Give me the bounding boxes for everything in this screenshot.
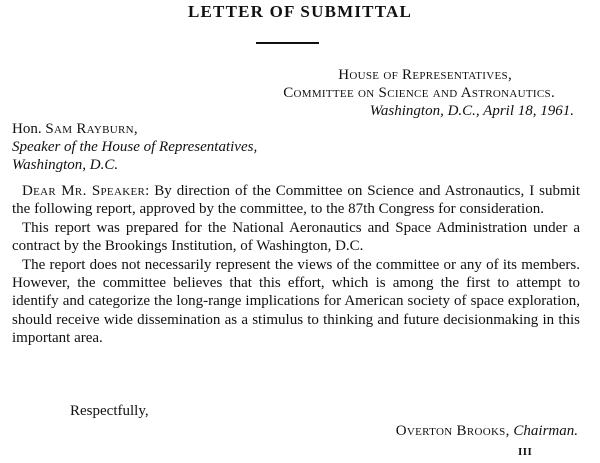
- signature-name: Overton Brooks,: [395, 423, 510, 439]
- sender-line-house: House of Representatives,: [338, 67, 512, 83]
- paragraph-1: [12, 182, 580, 219]
- signature: [396, 423, 578, 440]
- addressee-title: Speaker of the House of Representatives,: [12, 139, 258, 155]
- sender-line-date: Washington, D.C., April 18, 1961.: [369, 103, 574, 119]
- addressee-name: Hon. Sam Rayburn,: [12, 121, 138, 137]
- signature-role: Chairman.: [513, 423, 578, 439]
- paragraph-3: The report does not necessarily represent the views of the committee or any of its members. However, the committee believes that this effort, which is among the first to attempt to identify and categorize the long-range implications for American society of space exploration, should receive wide dissemination as a stimulus to thinking and future decisionmaking in this important area.: [12, 256, 580, 347]
- page-number: III: [518, 446, 533, 458]
- title-divider: [256, 42, 319, 44]
- letter-body: [12, 182, 580, 348]
- addressee-city: Washington, D.C.: [12, 157, 119, 173]
- sender-line-committee: Committee on Science and Astronautics.: [283, 85, 555, 101]
- paragraph-2: This report was prepared for the National Aeronautics and Space Administration under a contract by the Brookings Institution, of Washington, D.C.: [12, 219, 580, 255]
- page-title: LETTER OF SUBMITTAL: [187, 2, 412, 21]
- addressee-name-text: Sam Rayburn,: [45, 121, 138, 137]
- closing: Respectfully,: [70, 403, 149, 419]
- salutation: Dear Mr. Speaker: [22, 183, 146, 199]
- paragraph-1-text: : By direction of the Committee on Science and Astronautics, I submit the following report, approved by the committee, to the 87th Congress for consideration.: [12, 183, 580, 218]
- addressee-block: [12, 120, 257, 174]
